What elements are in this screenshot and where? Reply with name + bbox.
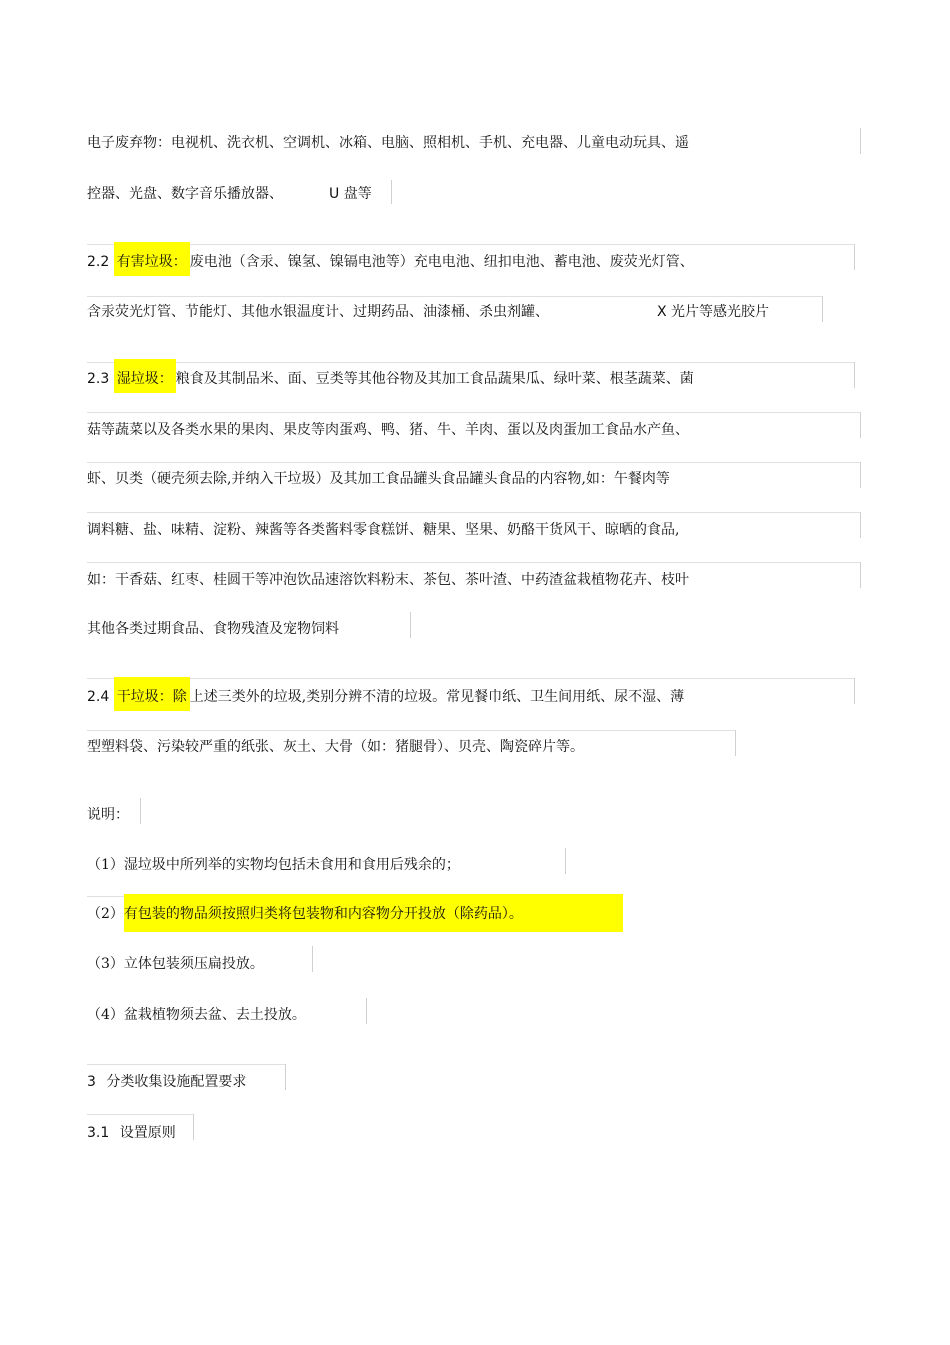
section-text: 其他各类过期食品、食物残渣及宠物饲料 [87,621,339,637]
edge-rule [860,412,861,438]
note-number: （3） [87,956,124,972]
top-rule [87,244,855,245]
term-highlight: 湿垃圾： [114,359,176,393]
section-number: 2.2 [87,254,110,270]
term-highlight: 有害垃圾： [114,242,190,276]
notes-title [87,805,129,825]
section-2-3-line-1 [87,369,694,393]
edge-rule [312,946,313,972]
e-waste-text-1: 电子废弃物：电视机、洗衣机、空调机、冰箱、电脑、照相机、手机、充电器、儿童电动玩具、遥 [87,135,689,151]
top-rule [87,462,860,463]
edge-rule [854,362,855,388]
section-title: 分类收集设施配置要求 [106,1074,247,1090]
section-text: 如：干香菇、红枣、桂圆干等冲泡饮品速溶饮料粉末、茶包、茶叶渣、中药渣盆栽植物花卉、枝叶 [87,572,689,588]
section-text: 含汞荧光灯管、节能灯、其他水银温度计、过期药品、油漆桶、杀虫剂罐、 [87,304,549,320]
section-number: 2.4 [87,689,110,705]
note-text: 湿垃圾中所列举的实物均包括未食用和食用后残余的； [123,857,460,873]
top-rule [87,412,860,413]
edge-rule [860,462,861,488]
edge-rule [410,612,411,638]
section-3-1-heading [87,1123,176,1143]
section-text: 型塑料袋、污染较严重的纸张、灰土、大骨（如：猪腿骨）、贝壳、陶瓷碎片等。 [87,739,584,755]
term-highlight [114,677,190,711]
e-waste-text-2a: 控器、光盘、数字音乐播放器、 [87,186,283,202]
note-item-4 [87,1005,306,1025]
edge-rule [854,244,855,270]
edge-rule [860,128,861,154]
edge-rule [565,848,566,874]
section-text: 调料糖、盐、味精、淀粉、辣酱等各类酱料零食糕饼、糖果、坚果、奶酪干货风干、晾晒的食品, [87,522,680,538]
edge-rule [391,180,392,204]
section-number: 2.3 [87,371,110,387]
edge-rule [822,296,823,322]
e-waste-line-1 [87,133,689,153]
top-rule [87,678,855,679]
note-number: （4） [87,1007,124,1023]
note-number: （2） [87,906,124,922]
section-text: 上述三类外的垃圾,类别分辨不清的垃圾。常见餐巾纸、卫生间用纸、尿不湿、薄 [189,689,685,705]
section-2-2-line-2 [87,302,769,322]
top-rule [87,512,860,513]
edge-rule [854,678,855,704]
top-rule [87,1114,193,1115]
top-rule [87,362,855,363]
section-3-heading [87,1072,246,1092]
section-2-3-line-6 [87,619,339,639]
top-rule [87,296,822,297]
section-number: 3.1 [87,1125,110,1141]
note-item-1 [87,855,460,875]
note-item-2 [87,904,623,932]
edge-rule [860,562,861,588]
edge-rule [193,1114,194,1140]
section-title: 设置原则 [119,1125,176,1141]
section-text: 光片等感光胶片 [671,304,770,320]
edge-rule [735,730,736,756]
e-waste-line-2 [87,184,372,204]
section-2-3-line-3 [87,469,670,489]
section-2-2-line-1 [87,252,694,276]
section-text: 菇等蔬菜以及各类水果的果肉、果皮等肉蛋鸡、鸭、猪、牛、羊肉、蛋以及肉蛋加工食品水产鱼、 [87,422,689,438]
section-2-3-line-5 [87,570,689,590]
x-label: X [657,304,667,320]
section-2-3-line-4 [87,520,679,540]
note-item-3 [87,954,264,974]
note-text: 盆栽植物须去盆、去土投放。 [123,1007,306,1023]
note-highlight: 有包装的物品须按照归类将包装物和内容物分开投放（除药品）。 [124,894,623,932]
note-number: （1） [87,857,124,873]
edge-rule [366,998,367,1024]
section-2-3-line-2 [87,420,689,440]
top-rule [87,730,735,731]
edge-rule [285,1064,286,1090]
top-rule [87,1064,285,1065]
section-text: 粮食及其制品米、面、豆类等其他谷物及其加工食品蔬果瓜、绿叶菜、根茎蔬菜、菌 [175,371,694,387]
section-2-4-line-1 [87,687,684,711]
section-2-4-line-2 [87,737,584,757]
section-text: 虾、贝类（硬壳须去除,并纳入干垃圾）及其加工食品罐头食品罐头食品的内容物,如：午餐肉等 [87,471,670,487]
term-extra: 除 [172,689,187,705]
section-text: 废电池（含汞、镍氢、镍镉电池等）充电电池、纽扣电池、蓄电池、废荧光灯管、 [189,254,694,270]
edge-rule [140,798,141,824]
e-waste-u-label: U [329,186,340,202]
term-label: 干垃圾： [116,689,173,705]
top-rule [87,562,860,563]
section-number: 3 [87,1074,96,1090]
edge-rule [860,512,861,538]
note-text: 立体包装须压扁投放。 [123,956,264,972]
notes-title-text: 说明： [87,807,129,823]
e-waste-text-2b: 盘等 [343,186,372,202]
